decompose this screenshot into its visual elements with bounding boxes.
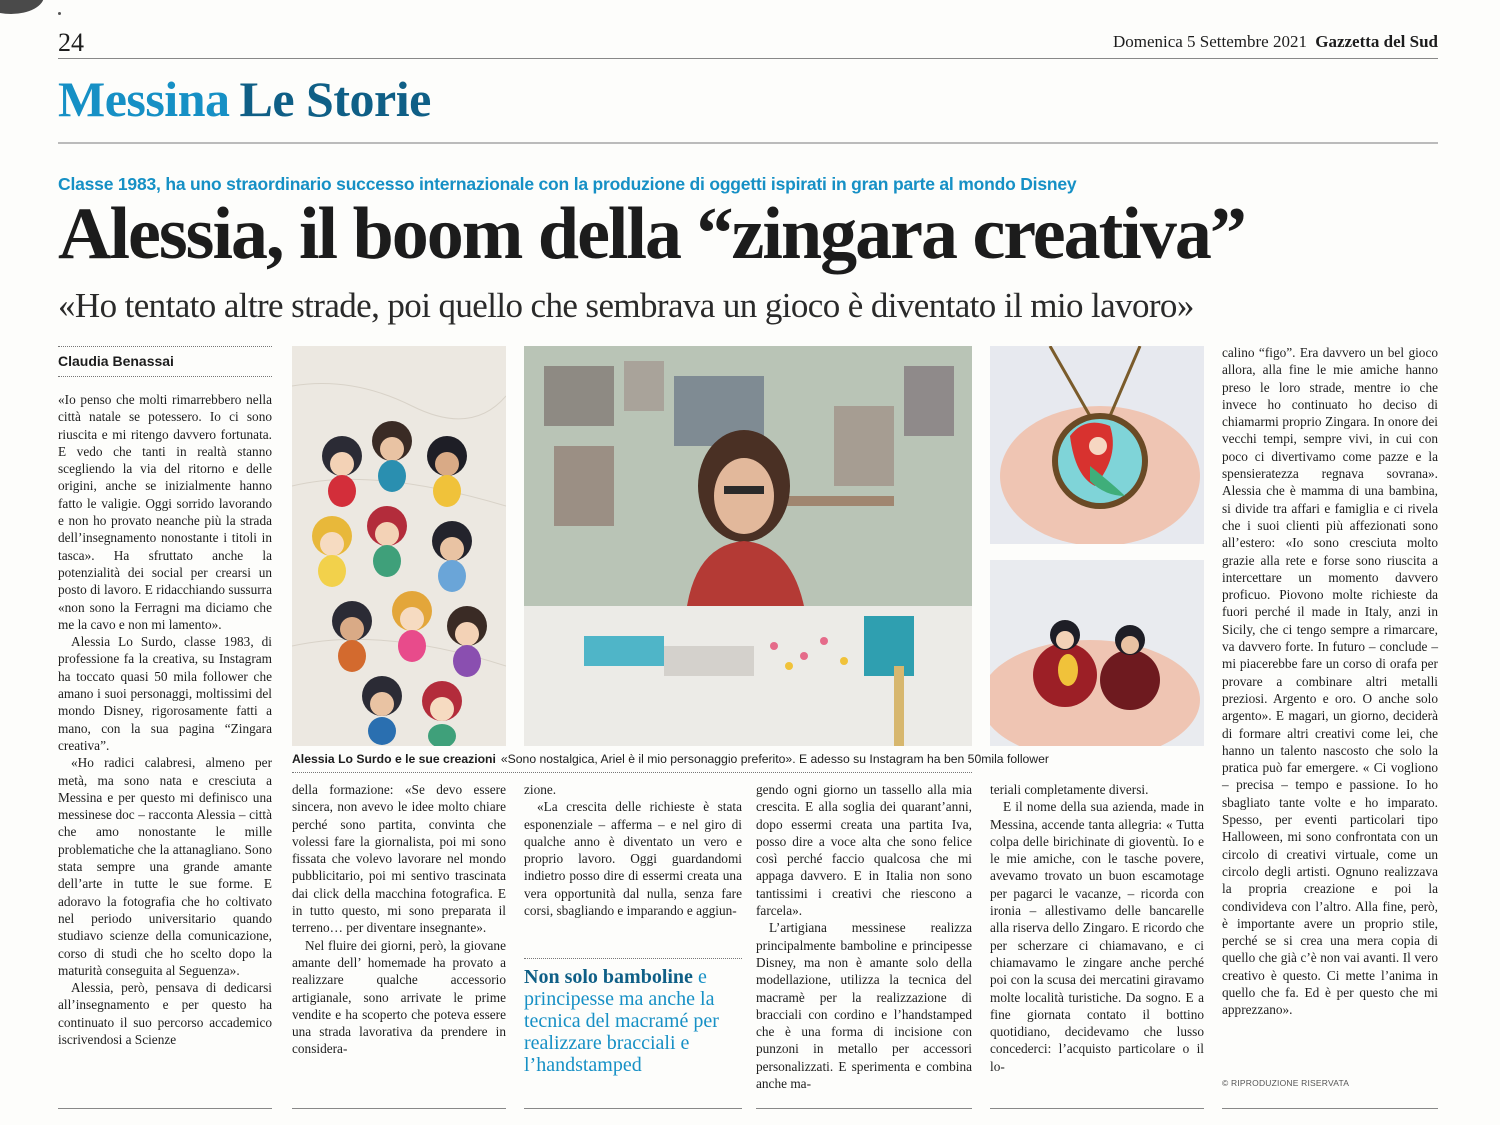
paragraph: «Io penso che molti rimarrebbero nella città natale se potessero. Io ci sono riuscita e mi ritengo davvero fortunata. E vedo che tanti in realtà stanno scegliendo la via del ritorno e delle origini, anche se inizialmente hanno fatto le valigie. Oggi sorrido lavorando e non ho provato neanche più la strada dell’insegnamento nonostante i titoli in tasca». Ha sfruttato anche la potenzialità dei social per crearsi un posto di lavoro. E ridacchiando sussurra «non sono la Ferragni ma diciamo che me la cavo e non mi lamento». [58, 392, 272, 632]
bottom-rule [756, 1108, 972, 1109]
bottom-rule [524, 1108, 742, 1109]
paragraph: gendo ogni giorno un tassello alla mia crescita. E alla soglia dei quarant’anni, dopo essermi creata una partita Iva, posso dire a voce alta che sono felice così perché faccio qualcosa che mi appaga davvero. E in Italia non sono tantissimi i creativi che riescono a farcela». [756, 782, 972, 919]
paragraph: L’artigiana messinese realizza principalmente bamboline e principesse Disney, ma non è amante solo della modellazione, utilizza la tecnica del macramè per la realizzazione di bracciali con cordino e l’handstamped che è una forma di incisione con punzoni in metallo per accessori personalizzati. E sperimenta e combina anche ma- [756, 920, 972, 1092]
section-rule [58, 142, 1438, 144]
article-column-3 [524, 781, 742, 919]
top-rule [58, 58, 1438, 59]
byline-rule-top [58, 346, 272, 347]
article-column-5 [990, 781, 1204, 1075]
bottom-rule [292, 1108, 506, 1109]
article-subhead: «Ho tentato altre strade, poi quello che sembrava un gioco è diventato il mio lavoro» [58, 286, 1194, 325]
paragraph: Alessia, però, pensava di dedicarsi all’insegnamento e per questo ha continuato il suo percorso accademico iscrivendosi a Scienze [58, 980, 272, 1047]
dolls-photo [292, 346, 506, 746]
artist-at-desk-icon [524, 346, 972, 746]
pullquote-text: e principesse ma anche la tecnica del macramé per realizzare bracciali e l’handstamped [524, 966, 719, 1076]
caption-rule [292, 772, 972, 773]
princess-apple-charms-icon [990, 560, 1204, 746]
caption-lead: Alessia Lo Surdo e le sue creazioni [292, 752, 496, 766]
article-column-4 [756, 781, 972, 1092]
byline-rule-bottom [58, 376, 272, 377]
pullquote-rule [524, 958, 742, 959]
article-column-2 [292, 781, 506, 1058]
page-number: 24 [58, 28, 84, 57]
paragraph: della formazione: «Se devo essere sincera, non avevo le idee molto chiare perché sono partita, convinta che volessi fare la giornalista, poi mi sono fissata che volevo lavorare nel mondo pubblicitario, poi mi sentivo trascinata dai click della macchina fotografica. E in tutto questo, mi sono preparata il terreno… per diventare insegnante». [292, 782, 506, 936]
issue-date: Domenica 5 Settembre 2021 [1112, 32, 1307, 51]
paragraph: E il nome della sua azienda, made in Messina, accende tanta allegria: « Tutta colpa delle birichinate di gioventù. Io e le mie amiche, con le tasche povere, avevamo trovato un buon escamotage per pagarci le vacanze, – ricorda con ironia – allestivamo delle bancarelle alla riserva dello Zingaro. E ricordo che per scherzare ci chiamavano, e ci chiamavamo le zingare anche perché poi con la scusa dei mercatini giravamo molte località turistiche. Da sogno. E a fine giornata contato il bottino quotidiano, decidevamo che lusso concederci: l’acquisto particolare o il lo- [990, 799, 1204, 1074]
paragraph: calino “figo”. Era davvero un bel gioco allora, alla fine le mie amiche hanno preso le loro strade, mentre io che invece ho continuato ho deciso di chiamarmi proprio Zingara. In onore dei vecchi tempi, sempre vivi, in cui con poco ci divertivamo come pazze e la spensieratezza regnava sovrana». Alessia che è mamma di una bambina, si divide tra affari e famiglia e ci rivela che i suoi clienti più affezionati sono all’estero: «Io sono cresciuta molto grazie alla rete e forse sono riuscita a intercettare un momento davvero proficuo. Piovono molte richieste da fuori perché il made in Italy, anzi in Sicily, che ci tengo sempre a rimarcare, va davvero forte. In futuro – conclude – mi piacerebbe fare un corso di orafa per provare a combinare altri metalli preziosi. Argento e oro. O anche solo argento». E magari, un giorno, deciderà di formare altri creativi come lei, che hanno un talento nascosto che solo la pratica può far emergere. « Ci vogliono – precisa – tempo e passione. Io ho sbagliato tante volte e ho imparato. Spesso, per eventi particolari tipo Halloween, mi sono confrontata con un circolo di creativi virtuale, come un circolo degli artisti. Ognuno realizzava la propria creazione e poi la condivideva con l’altro. Alla fine, però, è importante avere un proprio stile, perché se si crea una mera copia di quello che già c’è non vai avanti. Il vero creativo è questo. Ci mette l’anima in quello che fa. Ed è per questo che mi apprezzano». [1222, 345, 1438, 1018]
paragraph: «La crescita delle richieste è stata esponenziale – afferma – e nel giro di qualche anno è diventato un vero e proprio lavoro. Oggi guardandomi indietro posso dire di essermi creata una vera opportunità dal nulla, senza fare corsi, sbagliando e imparando e aggiun- [524, 799, 742, 919]
newspaper-name: Gazzetta del Sud [1315, 32, 1438, 51]
article-column-6 [1222, 344, 1438, 1019]
caption-text: «Sono nostalgica, Ariel è il mio personaggio preferito». E adesso su Instagram ha ben 50mila follower [500, 752, 1049, 766]
pullquote [524, 966, 742, 1076]
section-city: Messina [58, 71, 230, 127]
bottom-rule [990, 1108, 1204, 1109]
section-subtitle: Le Storie [239, 71, 431, 127]
studio-photo [524, 346, 972, 746]
scanner-corner-mark [0, 0, 44, 14]
section-title [58, 70, 431, 128]
mermaid-pendant-icon [990, 346, 1204, 544]
masthead [1113, 32, 1438, 52]
photo-caption [292, 752, 1049, 766]
article-kicker: Classe 1983, ha uno straordinario successo internazionale con la produzione di oggetti ispirati in gran parte al mondo Disney [58, 174, 1077, 194]
disney-clay-dolls-icon [292, 346, 506, 746]
scanner-dot [58, 12, 61, 15]
article-column-1 [58, 391, 272, 1048]
copyright-notice: © RIPRODUZIONE RISERVATA [1222, 1078, 1350, 1088]
ariel-pendant-photo [990, 346, 1204, 544]
paragraph: Alessia Lo Surdo, classe 1983, di professione fa la creativa, su Instagram ha toccato quasi 50 mila follower che amano i suoi personaggi, moltissimi del mondo Disney, rigorosamente fatti a mano, con la sua pagina “Zingara creativa”. [58, 634, 272, 753]
paragraph: zione. [524, 782, 557, 797]
apple-dolls-photo [990, 560, 1204, 746]
byline: Claudia Benassai [58, 353, 174, 369]
bottom-rule [58, 1108, 272, 1109]
paragraph: Nel fluire dei giorni, però, la giovane amante dell’ homemade ha provato a realizzare qualche accessorio artigianale, sono arrivate le prime vendite e ha scoperto che poteva essere una strada lavorativa da prendere in considera- [292, 937, 506, 1057]
paragraph: «Ho radici calabresi, almeno per metà, ma sono nata e cresciuta a Messina e per questo mi definisco una messinese doc – racconta Alessia – città che amo nonostante le mille problematiche che la attanagliano. Sono stata sempre una grande amante dell’arte in tutte le sue forme. E adoravo la fotografia che ho coltivato nel periodo universitario quando studiavo scienze della comunicazione, corso di studi che ho scelto dopo la maturità conseguita al Seguenza». [58, 755, 272, 978]
bottom-rule [1222, 1108, 1438, 1109]
paragraph: teriali completamente diversi. [990, 782, 1149, 797]
article-headline: Alessia, il boom della “zingara creativa” [58, 193, 1245, 275]
pullquote-lead: Non solo bamboline [524, 966, 693, 988]
